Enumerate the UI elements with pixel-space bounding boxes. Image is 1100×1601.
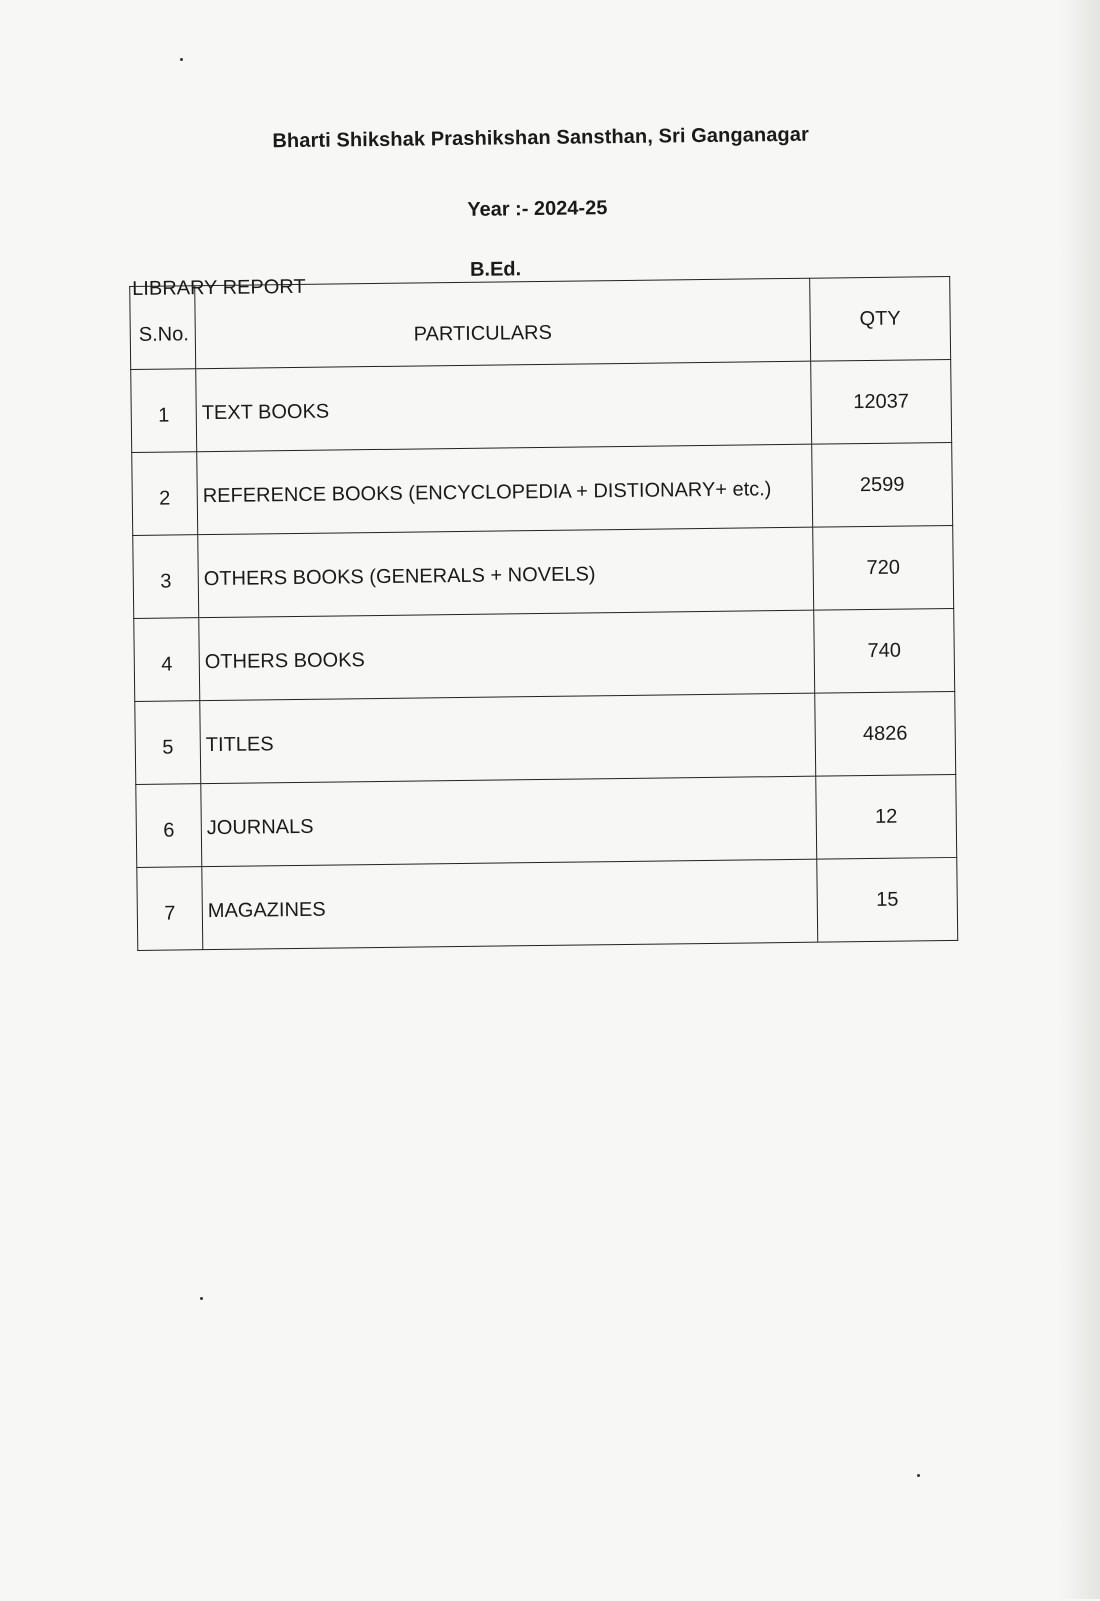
paper-speck: [180, 58, 183, 61]
row-qty-value: 2599: [859, 473, 905, 497]
library-report-table: [129, 276, 958, 951]
row-particulars: [200, 693, 816, 784]
row-particulars-value: OTHERS BOOKS: [204, 649, 365, 674]
header-sno: [130, 286, 196, 370]
header-particulars: [195, 278, 811, 369]
institute-name: Bharti Shikshak Prashikshan Sansthan, Sri Ganganagar: [272, 123, 810, 153]
table-row: [136, 774, 957, 867]
row-sno-value: 1: [158, 404, 170, 427]
row-sno-value: 4: [161, 653, 173, 676]
row-qty-value: 4826: [862, 722, 908, 746]
row-qty: [812, 442, 953, 527]
row-sno: [133, 535, 199, 619]
row-qty: [813, 525, 954, 610]
row-particulars: [197, 444, 813, 535]
row-sno-value: 5: [162, 736, 174, 759]
row-sno: [136, 784, 202, 868]
row-qty: [811, 359, 952, 444]
row-particulars: [202, 859, 818, 950]
row-particulars-value: TEXT BOOKS: [201, 400, 330, 425]
table-row: [131, 359, 952, 452]
row-sno: [131, 369, 197, 453]
row-qty: [816, 774, 957, 859]
table-row: [132, 442, 953, 535]
table-row: [134, 608, 955, 701]
row-sno: [137, 867, 203, 951]
header-qty-label: QTY: [859, 307, 901, 331]
row-qty: [815, 691, 956, 776]
row-qty-value: 740: [867, 639, 902, 663]
table-header-row: [130, 276, 951, 369]
row-qty: [814, 608, 955, 693]
header-sno-label: S.No.: [138, 323, 189, 346]
row-particulars-value: JOURNALS: [206, 815, 314, 840]
row-qty: [817, 857, 958, 942]
row-qty-value: 15: [875, 888, 899, 911]
row-particulars-value: MAGAZINES: [207, 898, 326, 923]
table-row: [133, 525, 954, 618]
row-particulars-value: REFERENCE BOOKS (ENCYCLOPEDIA + DISTIONARY+ etc.): [202, 478, 772, 508]
header-particulars-label: PARTICULARS: [413, 321, 553, 346]
row-qty-value: 720: [866, 556, 901, 580]
table-row: [137, 857, 958, 950]
row-particulars: [199, 610, 815, 701]
row-qty-value: 12037: [853, 390, 910, 414]
row-sno: [134, 618, 200, 702]
row-particulars: [196, 361, 812, 452]
row-particulars-value: TITLES: [205, 733, 274, 757]
row-particulars: [198, 527, 814, 618]
report-title: LIBRARY REPORT: [132, 275, 306, 300]
table-row: [135, 691, 956, 784]
row-particulars: [201, 776, 817, 867]
row-sno-value: 6: [163, 819, 175, 842]
paper-speck: [200, 1297, 203, 1300]
row-sno: [132, 452, 198, 536]
row-sno-value: 2: [159, 487, 171, 510]
academic-year: Year :- 2024-25: [467, 197, 608, 221]
row-sno: [135, 701, 201, 785]
row-sno-value: 7: [164, 902, 176, 925]
row-particulars-value: OTHERS BOOKS (GENERALS + NOVELS): [203, 563, 596, 591]
row-sno-value: 3: [160, 570, 172, 593]
paper-speck: [917, 1474, 920, 1477]
course-name: B.Ed.: [469, 258, 522, 281]
header-qty: [810, 276, 951, 361]
row-qty-value: 12: [874, 805, 898, 828]
